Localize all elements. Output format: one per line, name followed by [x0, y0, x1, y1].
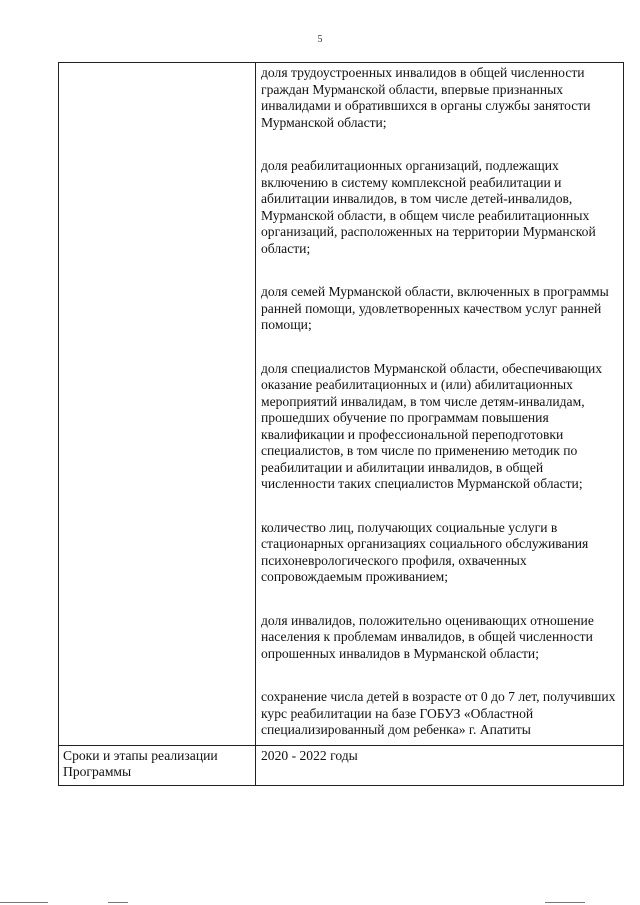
page-number: 5: [317, 34, 323, 45]
indicator-item: сохранение числа детей в возрасте от 0 до 7 лет, получивших курс реабилитации на базе ГОБУЗ «Областной специализированный дом ребенка» г. Апатиты: [261, 689, 616, 737]
indicator-item: доля реабилитационных организаций, подлежащих включению в систему комплексной реабилитации и абилитации инвалидов, в том числе детей-инвалидов, Мурманской области, в общем числе реабилитационных организаций, расположенных на территории Мурманской области;: [261, 158, 596, 256]
table-row: [59, 745, 624, 785]
indicator-item: доля семей Мурманской области, включенных в программы ранней помощи, удовлетворенных качеством услуг ранней помощи;: [261, 284, 609, 332]
program-passport-table: [58, 62, 624, 786]
table-row: [59, 63, 624, 746]
scan-artifact: [545, 902, 585, 903]
indicator-item: доля инвалидов, положительно оценивающих отношение населения к проблемам инвалидов, в общей численности опрошенных инвалидов в Мурманской области;: [261, 612, 594, 661]
indicator-item: количество лиц, получающих социальные услуги в стационарных организациях социального обслуживания психоневрологического профиля, охваченных сопровождаемым проживанием;: [261, 519, 589, 584]
indicators-cell: [256, 63, 624, 746]
period-value-cell: 2020 - 2022 годы: [256, 745, 624, 785]
scan-artifact: [0, 902, 48, 903]
scan-artifact: [108, 902, 128, 903]
period-label-cell: Сроки и этапы реализации Программы: [59, 745, 256, 785]
indicator-item: доля трудоустроенных инвалидов в общей численности граждан Мурманской области, впервые признанных инвалидами и обратившихся в органы службы занятости Мурманской области;: [261, 65, 591, 130]
indicator-item: доля специалистов Мурманской области, обеспечивающих оказание реабилитационных и (или) абилитационных мероприятий инвалидам, в том числе детям-инвалидам, прошедших обучение по программам повышения квалификации и профессиональной переподготовки специалистов, в том числе по применению методик по реабилитации и абилитации инвалидов, в общей численности таких специалистов Мурманской области;: [261, 360, 603, 491]
empty-label-cell: [59, 63, 256, 746]
